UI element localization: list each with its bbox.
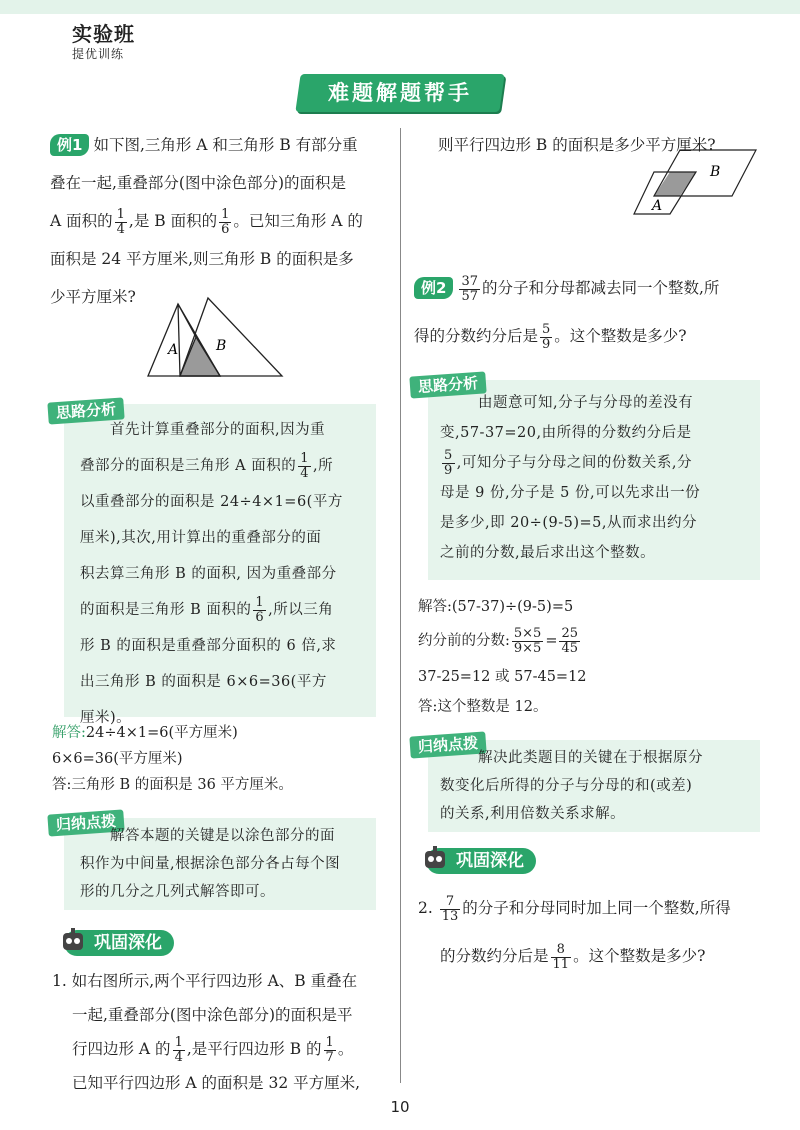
answer1: 解答:24÷4×1=6(平方厘米) 6×6=36(平方厘米) 答:三角形 B 的面积是 36 平方厘米。	[52, 725, 293, 793]
label-a: A	[652, 198, 663, 214]
fraction: $\frac{1}{4}$	[116, 206, 125, 237]
example1-line: A 面积的 $\frac{1}{4}$ ,是 B 面积的 $\frac{1}{6}$ 。已知三角形 A 的	[50, 206, 363, 237]
fraction: $\frac{5\times 5}{9\times 5}$	[513, 625, 542, 656]
page-header	[0, 0, 800, 74]
example1-line: 少平方厘米?	[50, 288, 136, 306]
fraction: $\frac{1}{6}$	[255, 594, 265, 625]
fraction: $\frac{5}{9}$	[542, 321, 551, 352]
fraction: $\frac{37}{57}$	[461, 273, 478, 304]
fraction: $\frac{1}{6}$	[221, 206, 230, 237]
fraction: $\frac{7}{13}$	[441, 893, 459, 924]
label-b: B	[710, 164, 721, 180]
example1-line: 叠在一起,重叠部分(图中涂色部分)的面积是	[50, 174, 347, 192]
example2-badge: 例2	[414, 277, 453, 299]
fraction: $\frac{1}{4}$	[174, 1034, 183, 1065]
brand	[72, 18, 135, 62]
label-a: A	[168, 342, 179, 358]
fraction: $\frac{25}{45}$	[561, 625, 579, 656]
fraction: $\frac{1}{7}$	[325, 1034, 334, 1065]
example1-badge: 例1	[50, 134, 89, 156]
answer2: 解答:(57-37)÷(9-5)=5 约分前的分数: $\frac{5\times 5}{9\times 5}$ = $\frac{25}{45}$ 37-25=12 或 57-45=12 答:这个整数是 12。	[418, 599, 587, 715]
brand-title: 实验班	[72, 22, 135, 46]
triangles-figure	[140, 292, 290, 382]
analysis1-tag: 思路分析	[47, 397, 124, 424]
example1-line: 如下图,三角形 A 和三角形 B 有部分重	[93, 136, 358, 154]
summary2-tag: 归纳点拨	[409, 731, 486, 758]
consolidate2-text: 2. $\frac{7}{13}$ 的分子和分母同时加上同一个整数,所得 的分数约分后是 $\frac{8}{11}$ 。这个整数是多少?	[418, 893, 731, 972]
brand-subtitle: 提优训练	[72, 47, 125, 61]
example1-text	[50, 126, 390, 316]
fraction: $\frac{5}{9}$	[444, 447, 453, 478]
header-band	[0, 0, 800, 14]
robot-icon	[420, 844, 450, 874]
analysis2-tag: 思路分析	[409, 371, 486, 398]
banner-text: 难题解题帮手	[328, 81, 472, 105]
consolidate2-tag: 巩固深化	[426, 848, 536, 874]
analysis2-body: 由题意可知,分子与分母的差没有 变,57-37=20,由所得的分数约分后是 $\frac{5}{9}$ ,可知分子与分母之间的份数关系,分 母是 9 份,分子是 5 份,可以先求出一份 是多少,即 20÷(9-5)=5,从而求出约分 之前的分数,最后求出这个整数。	[440, 395, 701, 561]
page-number: 10	[390, 1098, 410, 1116]
summary1-tag: 归纳点拨	[47, 809, 124, 836]
consolidate1-tag: 巩固深化	[64, 930, 174, 956]
example1-line: 面积是 24 平方厘米,则三角形 B 的面积是多	[50, 250, 354, 268]
summary1-body: 解答本题的关键是以涂色部分的面 积作为中间量,根据涂色部分各占每个图 形的几分之几列式解答即可。	[80, 828, 341, 900]
answer-label: 解答:	[52, 725, 86, 741]
fraction: $\frac{1}{4}$	[300, 450, 309, 481]
robot-icon	[58, 926, 88, 956]
label-b: B	[216, 338, 227, 354]
fraction: $\frac{8}{11}$	[552, 941, 570, 972]
summary2-body: 解决此类题目的关键在于根据原分 数变化后所得的分子与分母的和(或差) 的关系,利用倍数关系求解。	[440, 750, 703, 822]
example2-text: 例2 $\frac{37}{57}$ 的分子和分母都减去同一个整数,所 得的分数约分后是 $\frac{5}{9}$ 。这个整数是多少?	[414, 273, 720, 352]
question1-continued: 则平行四边形 B 的面积是多少平方厘米?	[438, 136, 716, 154]
section-banner	[295, 74, 504, 112]
column-divider	[400, 128, 401, 1083]
parallelograms-figure	[632, 148, 762, 220]
analysis1-body: 首先计算重叠部分的面积,因为重 叠部分的面积是三角形 A 面积的 $\frac{1}{4}$ ,所 以重叠部分的面积是 24÷4×1=6(平方 厘米),其次,用计算出的重叠部分的面 积去算三角形 B 的面积, 因为重叠部分 的面积是三角形 B 面积的 $\frac{1}{6}$ ,所以三角 形 B 的面积是重叠部分面积的 6 倍,求 出三角形 B 的面积是 6×6=36(平方 厘米)。	[80, 422, 343, 726]
consolidate1-text: 1. 如右图所示,两个平行四边形 A、B 重叠在 一起,重叠部分(图中涂色部分)的面积是平 行四边形 A 的 $\frac{1}{4}$ ,是平行四边形 B 的 $\frac{1}{7}$ 。 已知平行四边形 A 的面积是 32 平方厘米,	[52, 972, 361, 1092]
